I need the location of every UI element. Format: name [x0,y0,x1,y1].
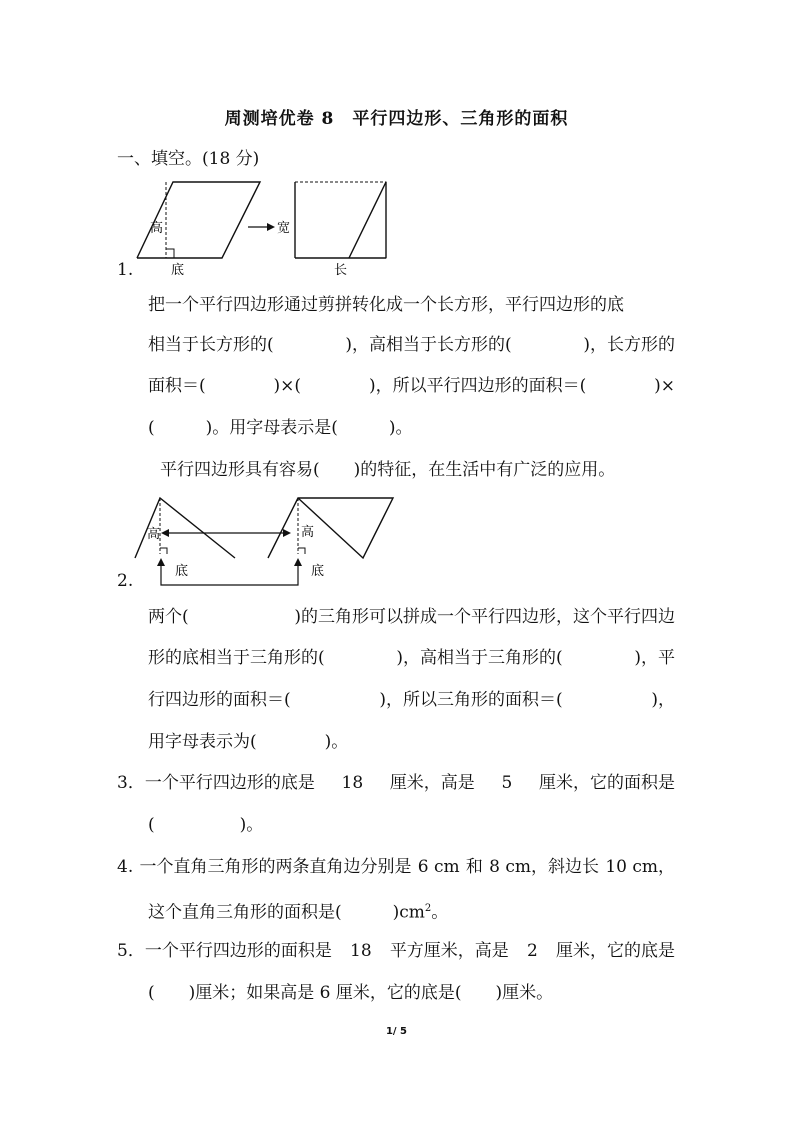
fig-label-base: 底 [171,263,185,278]
q2-text-line4: 用字母表示为( )。 [148,732,349,752]
right-angle-mark [166,249,174,258]
q2-text-line2: 形的底相当于三角形的( )，高相当于三角形的( )，平 [148,648,675,668]
fig-label-height: 高 [150,221,164,236]
q1-text-line3: 面积＝( )×( )，所以平行四边形的面积＝( )× [148,376,675,396]
cut-line [349,182,386,258]
parallelogram-shape [137,182,260,258]
q2-text-line3: 行四边形的面积＝( )，所以三角形的面积＝( )， [148,690,675,710]
q3-text-line2: ( )。 [148,815,264,835]
fig-label-base-left: 底 [175,564,189,579]
fig-label-length: 长 [334,263,348,278]
section-heading: 一、填空。(18 分) [117,149,260,169]
q1-number: 1. [117,260,134,280]
q5-text-line2: ( )厘米；如果高是 6 厘米，它的底是( )厘米。 [148,983,554,1003]
fig-label-height-right: 高 [301,525,315,540]
page-number: 1/ 5 [385,1026,408,1037]
rectangle-dashed [295,182,386,258]
q4-text-line2: 这个直角三角形的面积是( )$cm^2$。 [148,902,449,923]
q2-figure [125,490,410,590]
fig-label-width: 宽 [277,221,291,236]
page-title: 周测培优卷 8 平行四边形、三角形的面积 [224,109,569,129]
q1-text-line4: ( )。用字母表示是( )。 [148,418,413,438]
fig-label-height-left: 高 [147,527,161,542]
arrow-head [267,223,275,231]
q2-text-line1: 两个( )的三角形可以拼成一个平行四边形，这个平行四边 [148,607,675,627]
q5-text-line1: 5．一个平行四边形的面积是 18 平方厘米，高是 2 厘米，它的底是 [117,941,675,961]
fig-label-base-right: 底 [311,564,325,579]
parallelogram-of-triangles [268,498,393,558]
q1-text-line5: 平行四边形具有容易( )的特征，在生活中有广泛的应用。 [160,460,616,480]
q4-text-line1: 4. 一个直角三角形的两条直角边分别是 6 cm 和 8 cm，斜边长 10 cm， [117,857,675,877]
q2-number: 2. [117,571,134,591]
q1-figure [120,176,400,278]
q3-text-line1: 3．一个平行四边形的底是 18 厘米，高是 5 厘米，它的面积是 [117,773,675,793]
q1-text-line1: 把一个平行四边形通过剪拼转化成一个长方形，平行四边形的底 [148,295,624,315]
q1-text-line2: 相当于长方形的( )，高相当于长方形的( )，长方形的 [148,335,675,355]
